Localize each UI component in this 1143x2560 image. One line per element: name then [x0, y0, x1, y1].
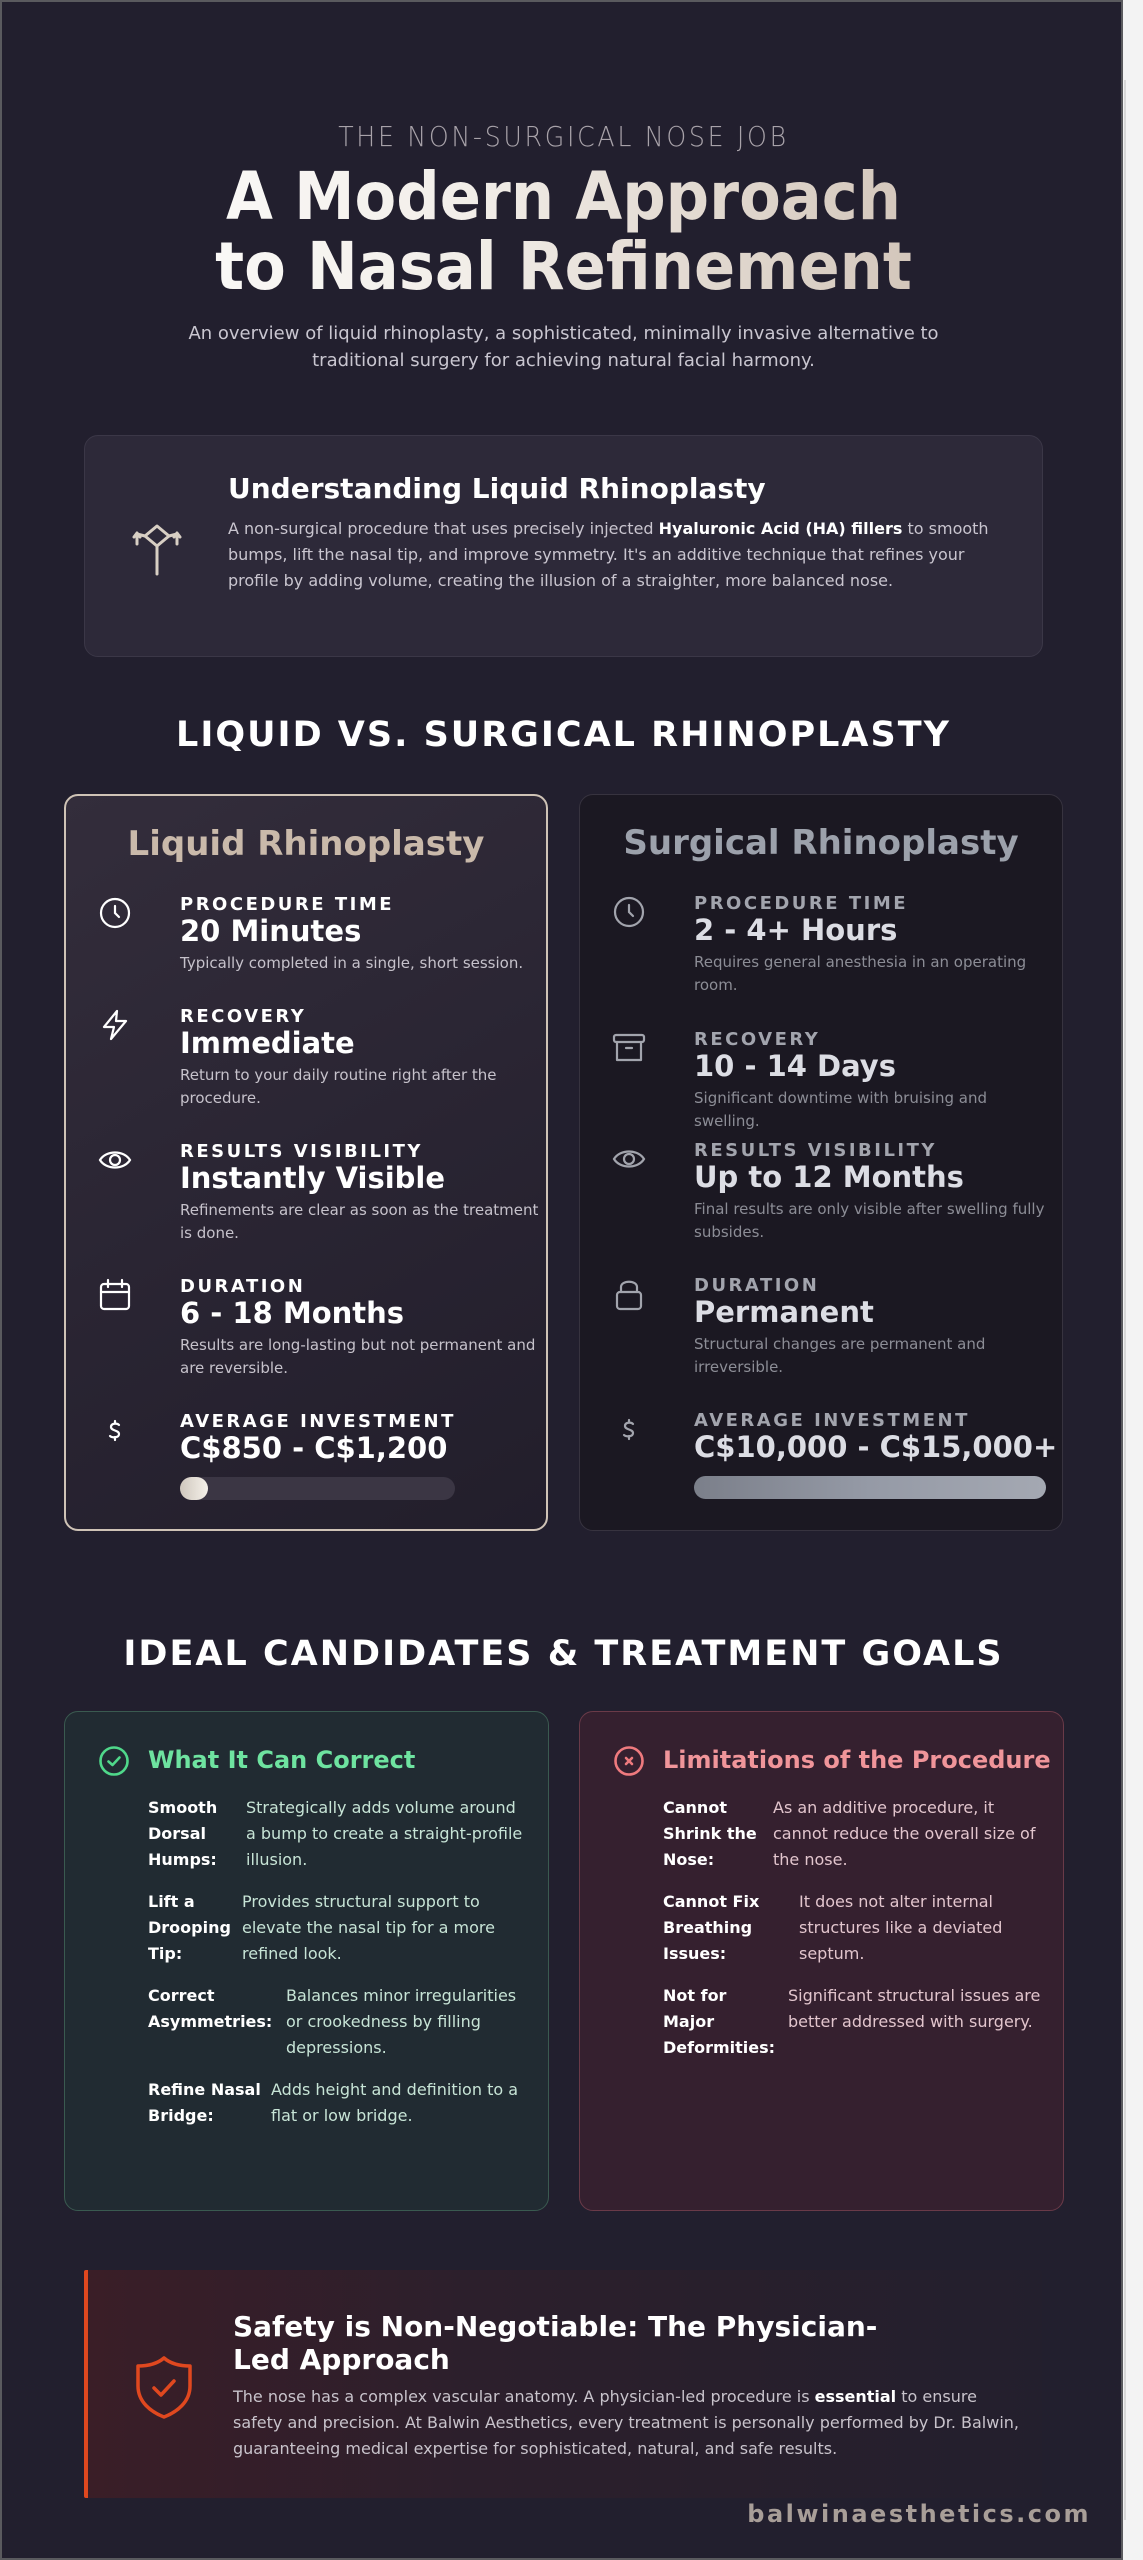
nose-lift-icon [129, 514, 185, 578]
dollar-icon [98, 1413, 132, 1447]
safety-text: The nose has a complex vascular anatomy. A physician-led procedure is essential to ensure safety and precision. At Balwin Aesthetics, every treatment is personally performed by Dr. Balwin, guaranteeing medical expertise for sophisticated, natural, and safe results. [233, 2387, 1019, 2458]
eye-icon [612, 1142, 646, 1176]
archive-box-icon [612, 1031, 646, 1065]
title-line-2: to Nasal Refinement [215, 228, 912, 305]
eyebrow-text: THE NON-SURGICAL NOSE JOB [338, 120, 789, 153]
card-title: Liquid Rhinoplasty [127, 824, 485, 864]
limitations-title: Limitations of the Procedure [663, 1746, 1051, 1774]
title-line-1: A Modern Approach [225, 158, 901, 235]
lightning-icon [98, 1008, 132, 1042]
lock-icon [612, 1277, 646, 1311]
safety-title: Safety is Non-Negotiable: The Physician-Led Approach [233, 2310, 878, 2376]
shield-check-icon [133, 2354, 195, 2420]
check-circle-icon [98, 1745, 130, 1777]
comparison-section-title: LIQUID VS. SURGICAL RHINOPLASTY [176, 715, 951, 755]
eye-icon [98, 1143, 132, 1177]
list-item: Cannot Shrink the Nose: As an additive procedure, it cannot reduce the overall size of the nose. [663, 1798, 1036, 1869]
intro-title: Understanding Liquid Rhinoplasty [228, 472, 766, 505]
calendar-icon [98, 1278, 132, 1312]
intro-text: A non-surgical procedure that uses precisely injected Hyaluronic Acid (HA) fillers to smooth bumps, lift the nasal tip, and improve symmetry. It's an additive technique that refines your profile by adding volume, creating the illusion of a straighter, more balanced nose. [228, 519, 989, 590]
scrollbar-thumb[interactable] [1124, 80, 1126, 2520]
intro-card [84, 435, 1043, 657]
limitations-card [579, 1711, 1064, 2211]
surgical-rhinoplasty-card: Surgical Rhinoplasty PROCEDURE TIME 2 - 4+ Hours Requires general anesthesia in an operating room. RECOVERY 10 - 14 Days Significant downtime with bruising and swelling. RESULTS VISIBILITY Up to 12 Months Final results are only visible after swelling fully subsides. DURATION Permanent Structural changes are permanent and irreversible. AVERAGE INVESTMENT C$10,000 - C$15,000+ [579, 794, 1063, 1531]
scrollbar-track[interactable] [1123, 0, 1143, 2560]
card-title: Surgical Rhinoplasty [623, 823, 1019, 863]
investment-bar [694, 1476, 1046, 1499]
highlight-ha-fillers: Hyaluronic Acid (HA) fillers [658, 519, 903, 538]
investment-bar [180, 1477, 455, 1500]
can-correct-card [64, 1711, 549, 2211]
page-subtitle: An overview of liquid rhinoplasty, a sophisticated, minimally invasive alternative to traditional surgery for achieving natural facial harmony. [188, 323, 939, 371]
list-item: Smooth Dorsal Humps: Strategically adds volume around a bump to create a straight-profile illusion. [148, 1798, 523, 1869]
can-correct-title: What It Can Correct [148, 1746, 416, 1774]
can-correct-list [148, 1795, 528, 2145]
list-item: Not for Major Deformities: Significant structural issues are better addressed with surgery. [663, 1986, 1041, 2057]
footer-website-link[interactable]: balwinaesthetics.com [747, 2500, 1091, 2528]
list-item: Correct Asymmetries: Balances minor irregularities or crookedness by filling depressions. [148, 1986, 517, 2057]
dollar-icon [612, 1412, 646, 1446]
x-circle-icon [613, 1745, 645, 1777]
liquid-rhinoplasty-card: Liquid Rhinoplasty PROCEDURE TIME 20 Minutes Typically completed in a single, short session. RECOVERY Immediate Return to your daily routine right after the procedure. RESULTS VISIBILITY Instantly Visible Refinements are clear as soon as the treatment is done. DURATION 6 - 18 Months Results are long-lasting but not permanent and are reversible. AVERAGE INVESTMENT C$850 - C$1,200 [64, 794, 548, 1531]
goals-section-title: IDEAL CANDIDATES & TREATMENT GOALS [123, 1634, 1004, 1674]
investment-bar-fill [180, 1477, 208, 1500]
list-item: Cannot Fix Breathing Issues: It does not alter internal structures like a deviated septum. [663, 1892, 1003, 1963]
list-item: Refine Nasal Bridge: Adds height and definition to a flat or low bridge. [148, 2080, 519, 2125]
clock-icon [98, 896, 132, 930]
limitations-list [663, 1795, 1043, 2077]
clock-icon [612, 895, 646, 929]
safety-callout [84, 2270, 1042, 2498]
list-item: Lift a Drooping Tip: Provides structural support to elevate the nasal tip for a more refined look. [148, 1892, 495, 1963]
highlight-essential: essential [814, 2387, 897, 2406]
page-title [47, 158, 1080, 305]
